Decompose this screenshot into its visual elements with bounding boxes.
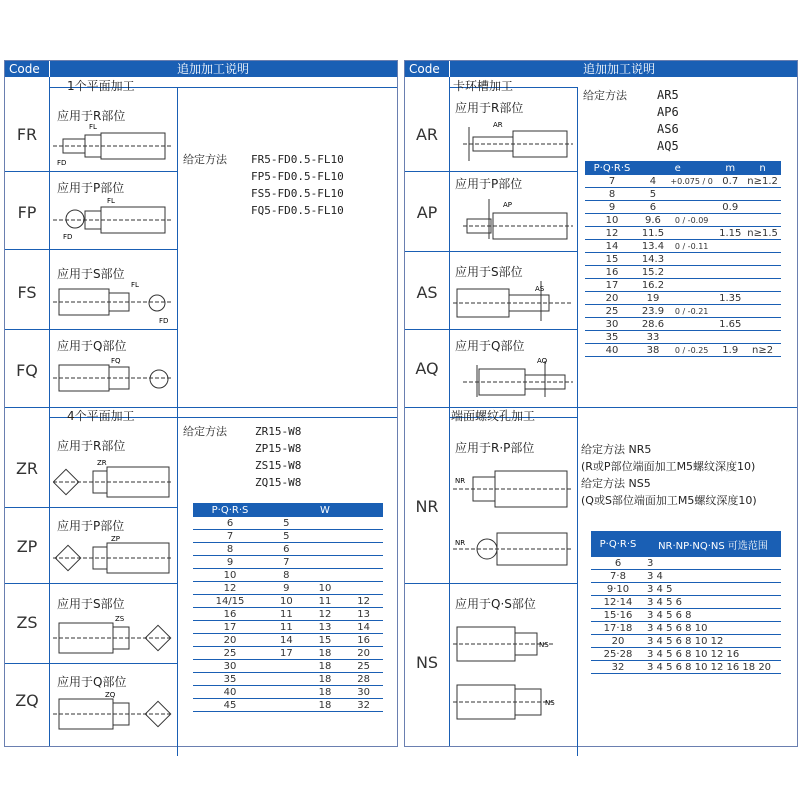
svg-text:AP: AP — [503, 201, 513, 209]
cell-w: 18 — [306, 673, 345, 686]
cell-size: 16 — [193, 608, 267, 621]
cell-e: 9.6 — [639, 214, 667, 227]
cell-tol: +0.075 / 0 — [667, 175, 716, 188]
method-label-z: 给定方法 — [183, 425, 227, 438]
table-row — [585, 188, 781, 201]
cell-tol: 0 / -0.21 — [667, 305, 716, 318]
cell-m — [716, 214, 744, 227]
label-nr: 应用于R·P部位 — [455, 441, 535, 455]
cell-w: 18 — [306, 660, 345, 673]
cell-m: 1.35 — [716, 292, 744, 305]
svg-text:NR: NR — [455, 477, 466, 485]
svg-text:FQ: FQ — [111, 357, 121, 365]
cell-tol — [667, 292, 716, 305]
cell-e: 6 — [639, 201, 667, 214]
cell-range: 3 4 5 6 8 10 12 — [645, 635, 781, 648]
method-zq: ZQ15-W8 — [255, 476, 302, 489]
cell-size: 12·14 — [591, 596, 645, 609]
cell-size: 12 — [193, 582, 267, 595]
cell-size: 6 — [193, 517, 267, 530]
cell-m — [716, 279, 744, 292]
method-fq: FQ5-FD0.5-FL10 — [251, 204, 344, 217]
table-row — [591, 570, 781, 583]
table-row — [585, 292, 781, 305]
section-title-1plane: 1个平面加工 — [67, 79, 135, 93]
cell-e: 16.2 — [639, 279, 667, 292]
svg-text:FD: FD — [159, 317, 169, 325]
table-row — [193, 634, 383, 647]
table-row — [591, 648, 781, 661]
table-row — [591, 557, 781, 570]
cell-range: 3 4 5 6 8 10 12 16 — [645, 648, 781, 661]
cell-size: 7 — [585, 175, 639, 188]
cell-n — [744, 188, 781, 201]
code-fq: FQ — [16, 361, 38, 380]
cell-size: 40 — [585, 344, 639, 357]
method-n-line-1: 给定方法 NR5 — [581, 443, 652, 456]
cell-w: 28 — [344, 673, 383, 686]
cell-size: 12 — [585, 227, 639, 240]
table-row — [585, 266, 781, 279]
svg-text:AR: AR — [493, 121, 503, 129]
cell-e: 11.5 — [639, 227, 667, 240]
cell-tol — [667, 318, 716, 331]
cell-e: 13.4 — [639, 240, 667, 253]
cell-size: 14/15 — [193, 595, 267, 608]
method-aq: AQ5 — [657, 139, 679, 153]
left-header — [5, 61, 397, 77]
label-fs: 应用于S部位 — [57, 267, 125, 281]
svg-text:FL: FL — [107, 197, 115, 205]
cell-w: 12 — [344, 595, 383, 608]
label-zp: 应用于P部位 — [57, 519, 125, 533]
cell-size: 10 — [193, 569, 267, 582]
drawing-zp — [53, 531, 175, 581]
cell-w: 5 — [267, 517, 306, 530]
drawing-ap — [453, 195, 575, 245]
cell-w: 6 — [267, 543, 306, 556]
cell-n — [744, 279, 781, 292]
cell-tol — [667, 188, 716, 201]
svg-text:AQ: AQ — [537, 357, 548, 365]
cell-m: 0.7 — [716, 175, 744, 188]
table-row — [193, 686, 383, 699]
table-row — [193, 582, 383, 595]
table-row — [585, 253, 781, 266]
cell-w — [306, 556, 345, 569]
cell-e: 19 — [639, 292, 667, 305]
code-ns: NS — [415, 653, 439, 672]
cell-range: 3 4 5 6 — [645, 596, 781, 609]
svg-text:ZS: ZS — [115, 615, 125, 623]
label-zs: 应用于S部位 — [57, 597, 125, 611]
cell-m — [716, 253, 744, 266]
cell-w: 11 — [306, 595, 345, 608]
method-fs: FS5-FD0.5-FL10 — [251, 187, 344, 200]
table-row — [193, 673, 383, 686]
cell-w: 5 — [267, 530, 306, 543]
drawing-ar — [453, 117, 575, 167]
cell-size: 25 — [585, 305, 639, 318]
cell-range: 3 4 5 6 8 10 — [645, 622, 781, 635]
cell-range: 3 — [645, 557, 781, 570]
cell-m: 1.65 — [716, 318, 744, 331]
cell-e: 4 — [639, 175, 667, 188]
cell-size: 35 — [193, 673, 267, 686]
cell-w — [306, 530, 345, 543]
cell-size: 30 — [585, 318, 639, 331]
cell-w: 11 — [267, 621, 306, 634]
cell-n — [744, 240, 781, 253]
label-ar: 应用于R部位 — [455, 101, 524, 115]
table-row — [585, 318, 781, 331]
table-row — [591, 622, 781, 635]
cell-size: 17·18 — [591, 622, 645, 635]
cell-size: 15·16 — [591, 609, 645, 622]
code-zr: ZR — [15, 459, 39, 478]
svg-text:FL: FL — [131, 281, 139, 289]
cell-size: 20 — [591, 635, 645, 648]
cell-size: 35 — [585, 331, 639, 344]
cell-size: 9 — [193, 556, 267, 569]
right-header — [405, 61, 797, 77]
code-zs: ZS — [16, 613, 38, 632]
method-as: AS6 — [657, 122, 679, 136]
cell-n — [744, 318, 781, 331]
method-label-a: 给定方法 — [583, 89, 627, 102]
table-row — [193, 530, 383, 543]
table-row — [585, 240, 781, 253]
table-row — [585, 279, 781, 292]
cell-n — [744, 201, 781, 214]
svg-text:ZP: ZP — [111, 535, 121, 543]
drawing-nr-1 — [453, 461, 575, 517]
cell-size: 6 — [591, 557, 645, 570]
svg-text:FD: FD — [63, 233, 73, 241]
cell-range: 3 4 5 6 8 10 12 16 18 20 — [645, 661, 781, 674]
emn-table — [585, 161, 781, 357]
cell-m — [716, 331, 744, 344]
cell-range: 3 4 5 — [645, 583, 781, 596]
cell-e: 15.2 — [639, 266, 667, 279]
cell-n — [744, 253, 781, 266]
method-n-line-3: 给定方法 NS5 — [581, 477, 651, 490]
code-aq: AQ — [415, 359, 439, 378]
code-fr: FR — [16, 125, 38, 144]
cell-n — [744, 214, 781, 227]
cell-size: 32 — [591, 661, 645, 674]
cell-w: 12 — [306, 608, 345, 621]
method-ap: AP6 — [657, 105, 679, 119]
cell-size: 8 — [193, 543, 267, 556]
cell-size: 16 — [585, 266, 639, 279]
cell-m: 1.9 — [716, 344, 744, 357]
cell-w: 10 — [267, 595, 306, 608]
emn-header-m: m — [716, 161, 744, 175]
table-row — [193, 647, 383, 660]
cell-size: 20 — [585, 292, 639, 305]
left-panel — [4, 60, 398, 747]
drawing-ns-1 — [453, 617, 575, 673]
n-table-header-range: NR·NP·NQ·NS 可选范围 — [645, 531, 781, 557]
n-table — [591, 531, 781, 674]
cell-w: 16 — [344, 634, 383, 647]
n-table-header-pqrs: P·Q·R·S — [591, 531, 645, 557]
cell-w: 9 — [267, 582, 306, 595]
svg-text:ZR: ZR — [97, 459, 107, 467]
cell-w: 17 — [267, 647, 306, 660]
cell-tol — [667, 331, 716, 344]
method-fp: FP5-FD0.5-FL10 — [251, 170, 344, 183]
table-row — [193, 569, 383, 582]
cell-w: 11 — [267, 608, 306, 621]
cell-w: 25 — [344, 660, 383, 673]
svg-text:NS: NS — [545, 699, 555, 707]
code-as: AS — [416, 283, 438, 302]
svg-text:FL: FL — [89, 123, 97, 131]
svg-text:ZQ: ZQ — [105, 691, 116, 699]
cell-tol: 0 / -0.25 — [667, 344, 716, 357]
cell-n — [744, 331, 781, 344]
cell-w — [306, 569, 345, 582]
code-ap: AP — [416, 203, 438, 222]
cell-w — [344, 530, 383, 543]
cell-n: n≥1.2 — [744, 175, 781, 188]
label-fr: 应用于R部位 — [57, 109, 126, 123]
method-n-line-4: (Q或S部位端面加工M5螺纹深度10) — [581, 494, 757, 507]
table-row — [585, 214, 781, 227]
section-title-snap-ring: 卡环槽加工 — [453, 79, 514, 93]
table-row — [193, 543, 383, 556]
code-fs: FS — [17, 283, 37, 302]
drawing-fr — [53, 119, 175, 169]
cell-range: 3 4 — [645, 570, 781, 583]
method-zs: ZS15-W8 — [255, 459, 302, 472]
label-zq: 应用于Q部位 — [57, 675, 127, 689]
cell-w: 13 — [344, 608, 383, 621]
w-table — [193, 503, 383, 712]
cell-w: 30 — [344, 686, 383, 699]
emn-header-n: n — [744, 161, 781, 175]
cell-size: 30 — [193, 660, 267, 673]
cell-w — [344, 517, 383, 530]
table-row — [585, 331, 781, 344]
table-row — [193, 621, 383, 634]
method-zr: ZR15-W8 — [255, 425, 302, 438]
table-row — [585, 201, 781, 214]
cell-w: 32 — [344, 699, 383, 712]
cell-w — [267, 660, 306, 673]
svg-text:FD: FD — [57, 159, 67, 167]
cell-tol: 0 / -0.09 — [667, 214, 716, 227]
cell-n: n≥2 — [744, 344, 781, 357]
method-zp: ZP15-W8 — [255, 442, 302, 455]
cell-w — [267, 686, 306, 699]
cell-w: 13 — [306, 621, 345, 634]
code-zq: ZQ — [15, 691, 39, 710]
drawing-ns-2 — [453, 675, 575, 731]
cell-w: 10 — [306, 582, 345, 595]
table-row — [193, 517, 383, 530]
label-as: 应用于S部位 — [455, 265, 523, 279]
cell-w — [306, 543, 345, 556]
code-nr: NR — [415, 497, 439, 516]
table-row — [585, 305, 781, 318]
w-table-header-pqrs: P·Q·R·S — [193, 503, 267, 517]
table-row — [591, 609, 781, 622]
header-code-right: Code — [409, 62, 440, 76]
cell-size: 25 — [193, 647, 267, 660]
table-row — [193, 608, 383, 621]
cell-tol: 0 / -0.11 — [667, 240, 716, 253]
cell-size: 25·28 — [591, 648, 645, 661]
cell-size: 8 — [585, 188, 639, 201]
header-desc: 追加加工说明 — [177, 62, 250, 76]
cell-w — [344, 556, 383, 569]
cell-size: 20 — [193, 634, 267, 647]
table-row — [585, 344, 781, 357]
drawing-aq — [453, 353, 575, 403]
cell-size: 15 — [585, 253, 639, 266]
cell-w — [344, 543, 383, 556]
label-aq: 应用于Q部位 — [455, 339, 525, 353]
drawing-fs — [53, 277, 175, 327]
drawing-zr — [53, 455, 175, 505]
cell-range: 3 4 5 6 8 — [645, 609, 781, 622]
table-row — [193, 556, 383, 569]
cell-m: 0.9 — [716, 201, 744, 214]
emn-header-e: e — [639, 161, 716, 175]
cell-e: 28.6 — [639, 318, 667, 331]
cell-tol — [667, 227, 716, 240]
table-row — [585, 227, 781, 240]
code-fp: FP — [17, 203, 37, 222]
cell-size: 14 — [585, 240, 639, 253]
svg-text:NS: NS — [539, 641, 549, 649]
table-row — [193, 699, 383, 712]
cell-size: 17 — [585, 279, 639, 292]
cell-w — [344, 569, 383, 582]
cell-m — [716, 266, 744, 279]
label-ns: 应用于Q·S部位 — [455, 597, 536, 611]
cell-n — [744, 292, 781, 305]
cell-size: 17 — [193, 621, 267, 634]
method-fr: FR5-FD0.5-FL10 — [251, 153, 344, 166]
method-ar: AR5 — [657, 88, 679, 102]
cell-w: 15 — [306, 634, 345, 647]
header-code: Code — [9, 62, 40, 76]
cell-w: 14 — [344, 621, 383, 634]
table-row — [591, 596, 781, 609]
cell-size: 7 — [193, 530, 267, 543]
method-label-f: 给定方法 — [183, 153, 227, 166]
table-row — [193, 660, 383, 673]
cell-w — [267, 699, 306, 712]
cell-w: 8 — [267, 569, 306, 582]
section-title-end-thread: 端面螺纹孔加工 — [451, 409, 536, 423]
label-zr: 应用于R部位 — [57, 439, 126, 453]
cell-m: 1.15 — [716, 227, 744, 240]
label-ap: 应用于P部位 — [455, 177, 523, 191]
w-table-header-w: W — [267, 503, 383, 517]
table-row — [591, 661, 781, 674]
cell-w: 18 — [306, 699, 345, 712]
drawing-nr-2 — [453, 521, 575, 577]
drawing-as — [453, 277, 575, 327]
header-desc-right: 追加加工说明 — [583, 62, 656, 76]
cell-e: 14.3 — [639, 253, 667, 266]
right-panel — [404, 60, 798, 747]
cell-tol — [667, 279, 716, 292]
cell-w — [306, 517, 345, 530]
cell-size: 40 — [193, 686, 267, 699]
table-row — [591, 635, 781, 648]
cell-w: 20 — [344, 647, 383, 660]
svg-text:AS: AS — [535, 285, 545, 293]
cell-size: 9 — [585, 201, 639, 214]
cell-size: 7·8 — [591, 570, 645, 583]
code-zp: ZP — [16, 537, 38, 556]
cell-w: 18 — [306, 686, 345, 699]
cell-tol — [667, 266, 716, 279]
code-ar: AR — [415, 125, 439, 144]
cell-m — [716, 305, 744, 318]
cell-tol — [667, 201, 716, 214]
cell-size: 9·10 — [591, 583, 645, 596]
cell-n — [744, 305, 781, 318]
cell-size: 10 — [585, 214, 639, 227]
emn-header-pqrs: P·Q·R·S — [585, 161, 639, 175]
label-fp: 应用于P部位 — [57, 181, 125, 195]
cell-w — [344, 582, 383, 595]
table-row — [193, 595, 383, 608]
cell-m — [716, 240, 744, 253]
section-title-4plane: 4个平面加工 — [67, 409, 135, 423]
cell-e: 38 — [639, 344, 667, 357]
cell-w: 14 — [267, 634, 306, 647]
cell-size: 45 — [193, 699, 267, 712]
cell-m — [716, 188, 744, 201]
drawing-fq — [53, 353, 175, 403]
table-row — [591, 583, 781, 596]
cell-tol — [667, 253, 716, 266]
cell-w: 7 — [267, 556, 306, 569]
drawing-zq — [53, 687, 175, 737]
table-row — [585, 175, 781, 188]
svg-text:NR: NR — [455, 539, 466, 547]
method-n-line-2: (R或P部位端面加工M5螺纹深度10) — [581, 460, 756, 473]
label-fq: 应用于Q部位 — [57, 339, 127, 353]
cell-n: n≥1.5 — [744, 227, 781, 240]
cell-e: 23.9 — [639, 305, 667, 318]
cell-w: 18 — [306, 647, 345, 660]
cell-e: 5 — [639, 188, 667, 201]
cell-e: 33 — [639, 331, 667, 344]
drawing-zs — [53, 611, 175, 661]
cell-n — [744, 266, 781, 279]
cell-w — [267, 673, 306, 686]
drawing-fp — [53, 193, 175, 243]
